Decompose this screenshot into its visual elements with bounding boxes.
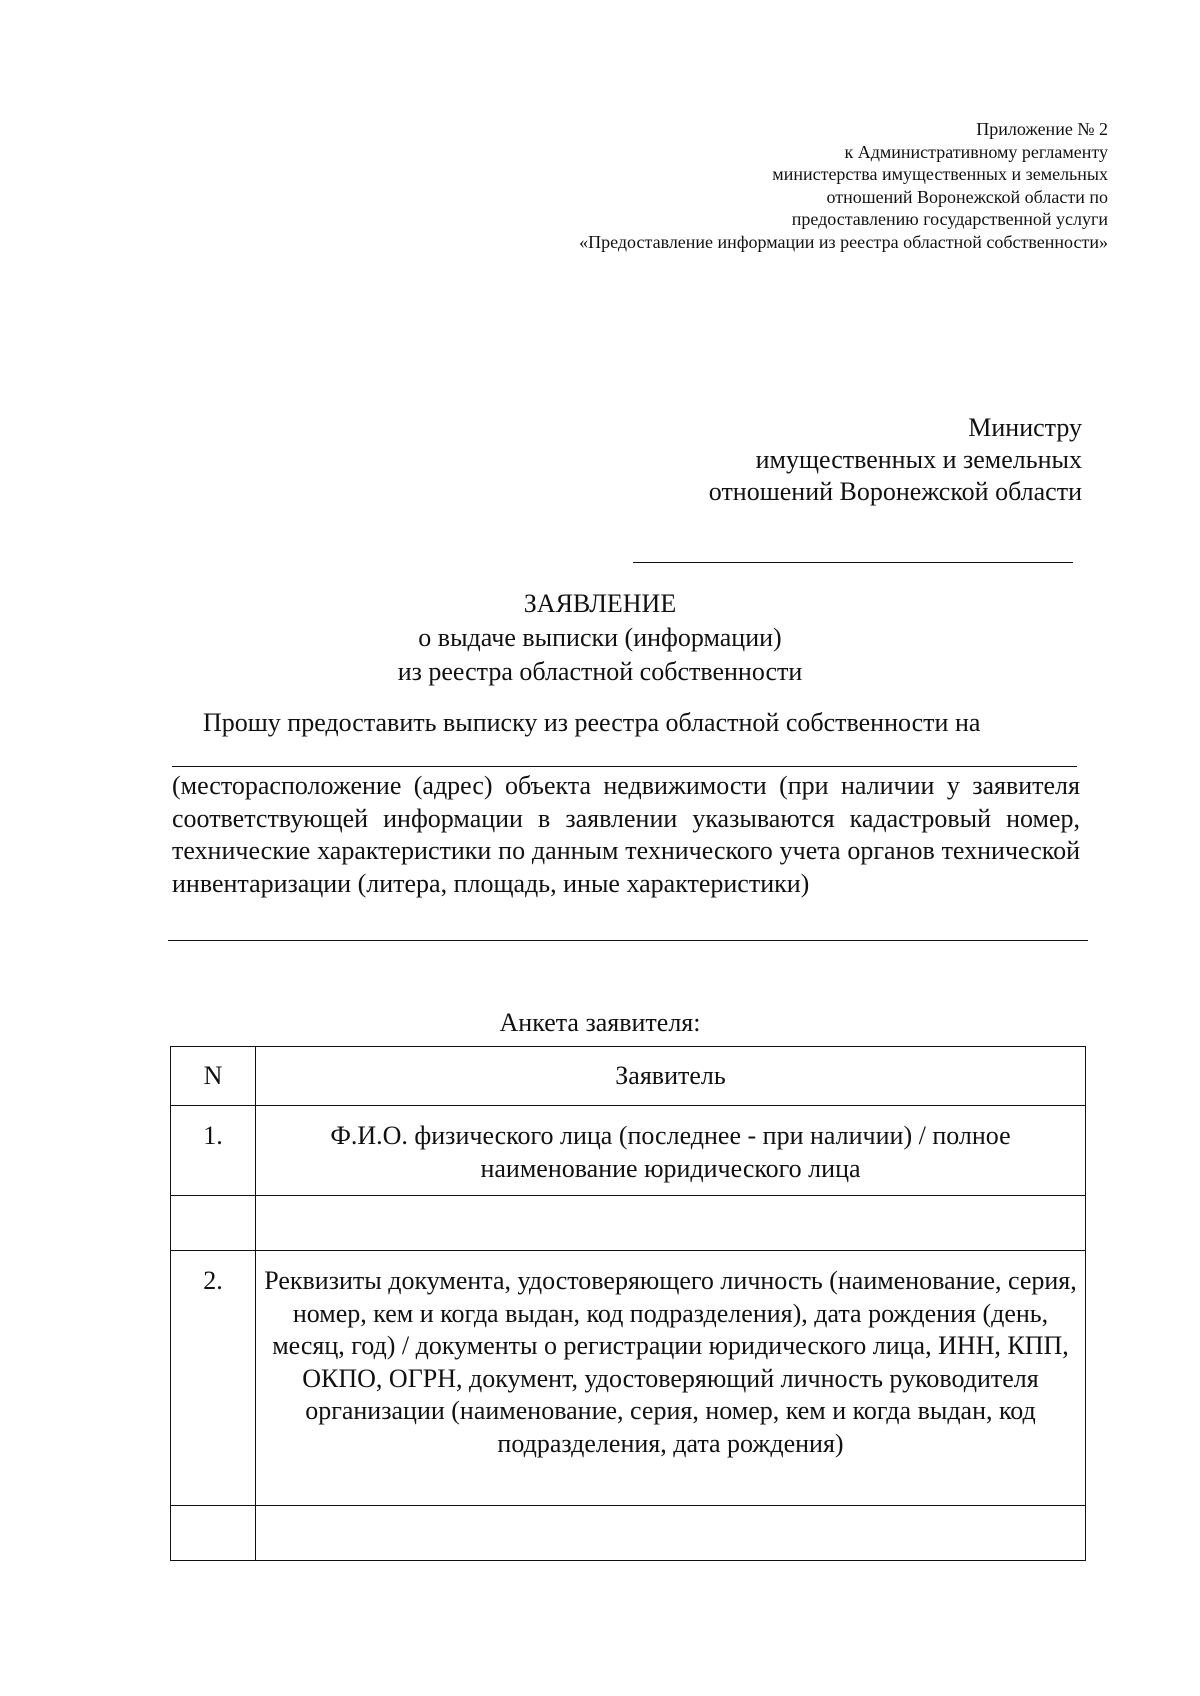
row-input-number-cell (171, 1196, 256, 1251)
title-heading: ЗАЯВЛЕНИЕ (523, 589, 677, 618)
table-row-input (171, 1506, 1086, 1561)
appendix-line: отношений Воронежской области по (826, 186, 1108, 207)
addressee-block (562, 412, 1082, 508)
applicant-document-field[interactable] (256, 1506, 1086, 1561)
row-description: Реквизиты документа, удостоверяющего личность (наименование, серия, номер, кем и когда выдан, код подразделения), дата рождения (день, месяц, год) / документы о регистрации юридического лица, ИНН, КПП, ОКПО, ОГРН, документ, удостоверяющий личность руководителя организации (наименование, серия, номер, кем и когда выдан, код подразделения, дата рождения) (256, 1251, 1086, 1506)
table-row-input (171, 1196, 1086, 1251)
appendix-line: предоставлению государственной услуги (791, 209, 1108, 230)
title-subtitle: из реестра областной собственности (397, 657, 803, 686)
object-description-hint: (месторасположение (адрес) объекта недвижимости (при наличии у заявителя соответствующей информации в заявлении указываются кадастровый номер, технические характеристики по данным технического учета органов технической инвентаризации (литера, площадь, иные характеристики) (172, 771, 1080, 898)
object-address-blank-line (172, 766, 1077, 767)
applicant-name-blank-line (633, 562, 1073, 563)
column-header-number: N (171, 1047, 256, 1106)
column-header-applicant: Заявитель (256, 1047, 1086, 1106)
addressee-line: имущественных и земельных (755, 445, 1082, 474)
appendix-header (468, 118, 1108, 254)
title-subtitle: о выдаче выписки (информации) (418, 623, 782, 652)
row-number: 1. (171, 1106, 256, 1196)
applicant-name-field[interactable] (256, 1196, 1086, 1251)
appendix-line: Приложение № 2 (976, 119, 1108, 139)
row-number: 2. (171, 1251, 256, 1506)
table-header-row (171, 1047, 1086, 1106)
appendix-line: к Административному регламенту (844, 141, 1108, 162)
request-text: Прошу предоставить выписку из реестра областной собственности на (203, 708, 981, 737)
object-description-bottom-line (168, 940, 1088, 941)
table-row (171, 1251, 1086, 1506)
row-description: Ф.И.О. физического лица (последнее - при наличии) / полное наименование юридического лица (256, 1106, 1086, 1196)
row-input-number-cell (171, 1506, 256, 1561)
applicant-table (170, 1046, 1086, 1561)
survey-title: Анкета заявителя: (499, 1008, 701, 1037)
table-row (171, 1106, 1086, 1196)
addressee-line: отношений Воронежской области (708, 477, 1082, 506)
appendix-line: министерства имущественных и земельных (772, 164, 1108, 185)
addressee-line: Министру (968, 413, 1082, 442)
appendix-line: «Предоставление информации из реестра областной собственности» (579, 231, 1108, 252)
document-title (0, 587, 1200, 689)
